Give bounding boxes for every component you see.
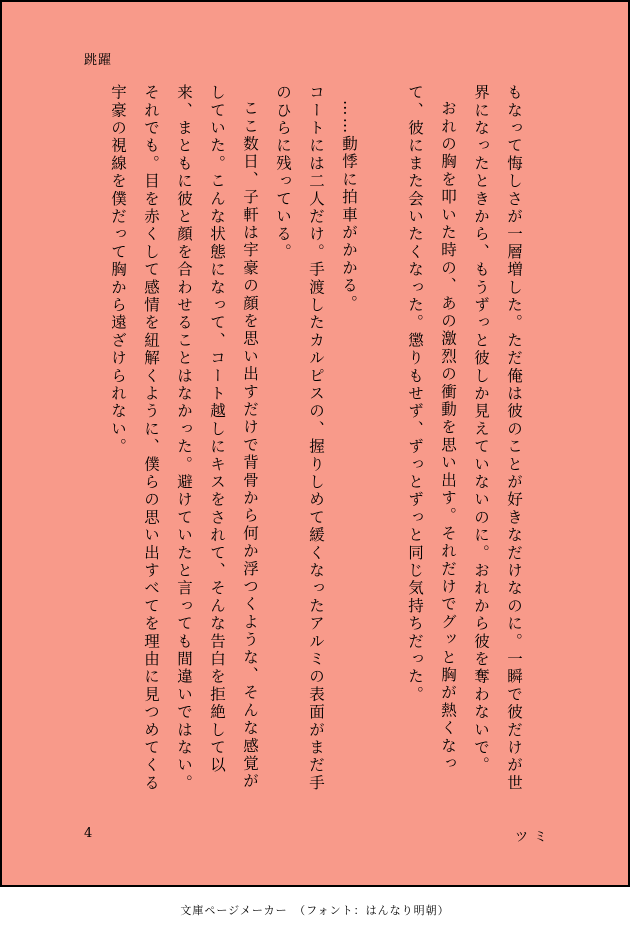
- paragraph: ここ数日、子軒は宇豪の顔を思い出すだけで背骨から何か浮つくような、そんな感覚がしていた。こんな状態になって、コート越しにキスをされて、そんな告白を拒絶して以来、まともに彼と顔を合わせることはなかった。避けていたと言っても間違いではない。それでも。目を赤くして感情を紐解くように、僕らの思い出すべてを理由に見つめてくる宇豪の視線を僕だって胸から遠ざけられない。: [109, 84, 259, 792]
- page-number: 4: [84, 826, 93, 841]
- vertical-body-text: [101, 84, 530, 804]
- generator-credit: 文庫ページメーカー （フォント：はんなり明朝）: [180, 904, 450, 917]
- author-name: ツミ: [515, 830, 554, 845]
- running-title: 跳躍: [84, 53, 113, 68]
- paragraph: コートには二人だけ。手渡したカルピスの、握りしめて緩くなったアルミの表面がまだ手のひらに残っている。: [274, 84, 325, 792]
- paragraph: もなって悔しさが一層増した。ただ俺は彼のことが好きなだけなのに。一瞬で彼だけが世界になったときから、もうずっと彼しか見えていないのに。おれから彼を奪わないで。: [472, 84, 523, 792]
- paragraph-blank: [365, 84, 398, 804]
- paragraph: おれの胸を叩いた時の、あの激烈の衝動を思い出す。それだけでグッと胸が熱くなって、彼にまた会いたくなった。懲りもせず、ずっとずっと同じ気持ちだった。: [406, 84, 457, 773]
- paragraph: ……動悸に拍車がかかる。: [340, 99, 358, 312]
